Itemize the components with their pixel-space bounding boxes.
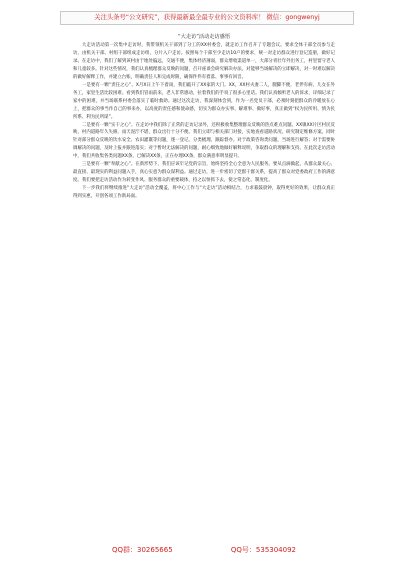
paragraph-responsibility: 一是要有一颗“责任之心”。X月X日上午下着雨，我们敲开了XX家的大门。XX，XX村夫妻二人，腿脚不便，老伴有病，儿女在外务工，家里生活比较困难。看到我们冒雨前来，老人非常感动，拉着我们的手说了很多心里话。我们认真倾听老人的诉求，详细记录了家中的困难，并当场联系村委会落实了临时救助。通过这次走访，我深刻体会到，作为一名党员干部，必须时刻把群众的冷暖放在心上，把群众的事当作自己的事来办，以高度的责任感和使命感，切实为群众办实事、解难事、做好事，真正做到“权为民所用、情为民所系、利为民所谋”。	[73, 82, 335, 120]
paragraph-dedication: 三是要有一颗“奉献之心”。在新形势下，我们应该牢记党的宗旨，始终坚持全心全意为人民服务。要从点滴做起，从群众最关心、最直接、最现实的利益问题入手，真心实意为群众谋利益。通过走访，进一步密切了党群干群关系，提高了群众对党委政府工作的满意度。我们要把走访活动作为转变作风、服务群众的重要载体，持之以恒抓下去，使之常态化、制度化。	[73, 162, 335, 184]
paragraph-intro: 大走访活动第一次集中走访时，我带领机关干部到了分工的XX村委会，就走访工作召开了专题会议。要求全体干部全员参与走访，由机关干部、村组干部组成走访组，分片入户走访。按照每个干部至少走访10户的要求，统一对走访群众进行登记造册，做好记录。在走访中，我们了解到该村由于地处偏远，交通不便，集体经济薄弱，群众增收渠道单一，大部分青壮年外出务工，村里留守老人和儿童较多。针对这些情况，我们认真梳理群众反映的问题，召开座谈会研究解决办法，对能够当场解决的立即解决，对一时难以解决的做好解释工作，并建立台账，明确责任人和完成时限，确保件件有着落、事事有回音。	[73, 43, 335, 80]
footer-qq-group: QQ群：30265665	[112, 546, 173, 554]
paragraph-next-steps: 下一步我们将继续推进“大走访”活动全覆盖，将中心工作与“大走访”活动相结合，力求暮鼓晨钟，取得更好的效果，让群众真正得到实惠，开创各项工作新局面。	[73, 186, 335, 200]
paragraph-practical: 二是要有一颗“实干之心”。在走访中我们除了正常的走访记录外，还积极收集整理群众反映的热点难点问题。XX镇XX片区村民反映，村内道路年久失修，雨天泥泞不堪，群众出行十分不便。我们立即与相关部门对接，实地查看道路状况，研究制定维修方案。同时针对部分群众反映的饮水安全、农田灌溉等问题，逐一登记、分类梳理、跟踪督办。对于政策咨询类问题，当场进行解答；对于需要协调解决的问题，及时上报并跟进落实；对于暂时无法解决的问题，耐心细致地做好解释说明，争取群众的理解和支持。在此次走访活动中，我们共收集各类问题XX条，已解决XX条，正在办理XX条，群众满意率明显提升。	[73, 122, 335, 160]
document-title: “大走访”活动走访感悟	[177, 34, 231, 40]
footer-qq-number: QQ号：535304092	[230, 546, 296, 554]
document-body	[73, 33, 335, 201]
promo-banner: 关注头条号“公文研究”，获得最新最全最专业的公文资料库！ 微信：gongwenyj	[60, 11, 354, 25]
footer-contact	[0, 545, 408, 555]
